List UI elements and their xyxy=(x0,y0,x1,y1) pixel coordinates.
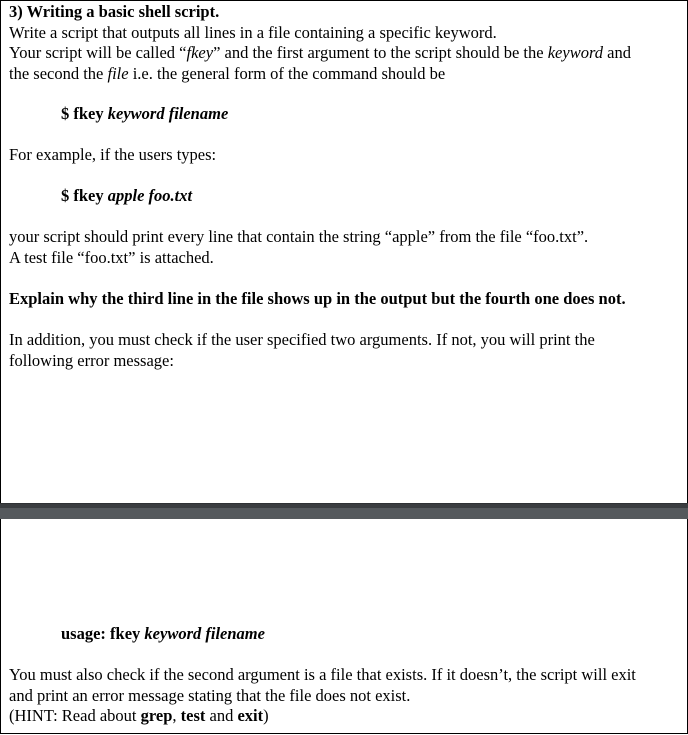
argument-check-line-2: following error message: xyxy=(9,350,174,370)
keyword-term: keyword xyxy=(547,43,604,62)
example-command-prefix: $ fkey xyxy=(61,186,108,205)
page-break-shadow xyxy=(0,504,688,508)
usage-prefix: usage: fkey xyxy=(61,624,145,643)
file-check-line-1: You must also check if the second argument is a file that exists. If it doesn’t, the script will exit xyxy=(9,665,636,684)
example-command xyxy=(61,186,682,207)
hint-line: (HINT: Read about grep, test and exit) xyxy=(9,706,269,725)
intro-line-2: Your script will be called “fkey” and the first argument to the script should be the keyword and xyxy=(9,43,631,62)
general-command xyxy=(61,104,682,125)
argument-check-line-1: In addition, you must check if the user specified two arguments. If not, you will print the xyxy=(9,330,595,349)
file-check-line-2: and print an error message stating that the file does not exist. xyxy=(9,685,411,705)
example-result-line-1: your script should print every line that contain the string “apple” from the file “foo.txt”. xyxy=(9,227,589,246)
example-result-line-2: A test file “foo.txt” is attached. xyxy=(9,247,214,267)
file-term: file xyxy=(107,63,129,83)
section-intro xyxy=(9,2,682,84)
usage-args: keyword filename xyxy=(144,624,265,643)
usage-message xyxy=(61,624,682,645)
example-command-args: apple foo.txt xyxy=(107,186,193,205)
hint-test: test xyxy=(180,706,206,725)
command-args: keyword filename xyxy=(107,104,229,123)
intro-line-3: the second the file i.e. the general form of the command should be xyxy=(9,63,446,83)
intro-line-1: Write a script that outputs all lines in a file containing a specific keyword. xyxy=(9,22,497,42)
hint-exit: exit xyxy=(237,706,264,725)
example-intro: For example, if the users types: xyxy=(9,145,217,164)
command-prefix: $ fkey xyxy=(61,104,108,123)
section-heading: 3) Writing a basic shell script. xyxy=(9,2,220,21)
example-result xyxy=(9,227,682,268)
file-check xyxy=(9,665,682,727)
hint-grep: grep xyxy=(140,706,173,725)
page-break-gap xyxy=(0,503,688,520)
script-name: fkey xyxy=(186,43,214,62)
question-text: Explain why the third line in the file shows up in the output but the fourth one does not. xyxy=(9,289,626,308)
argument-check xyxy=(9,330,682,371)
